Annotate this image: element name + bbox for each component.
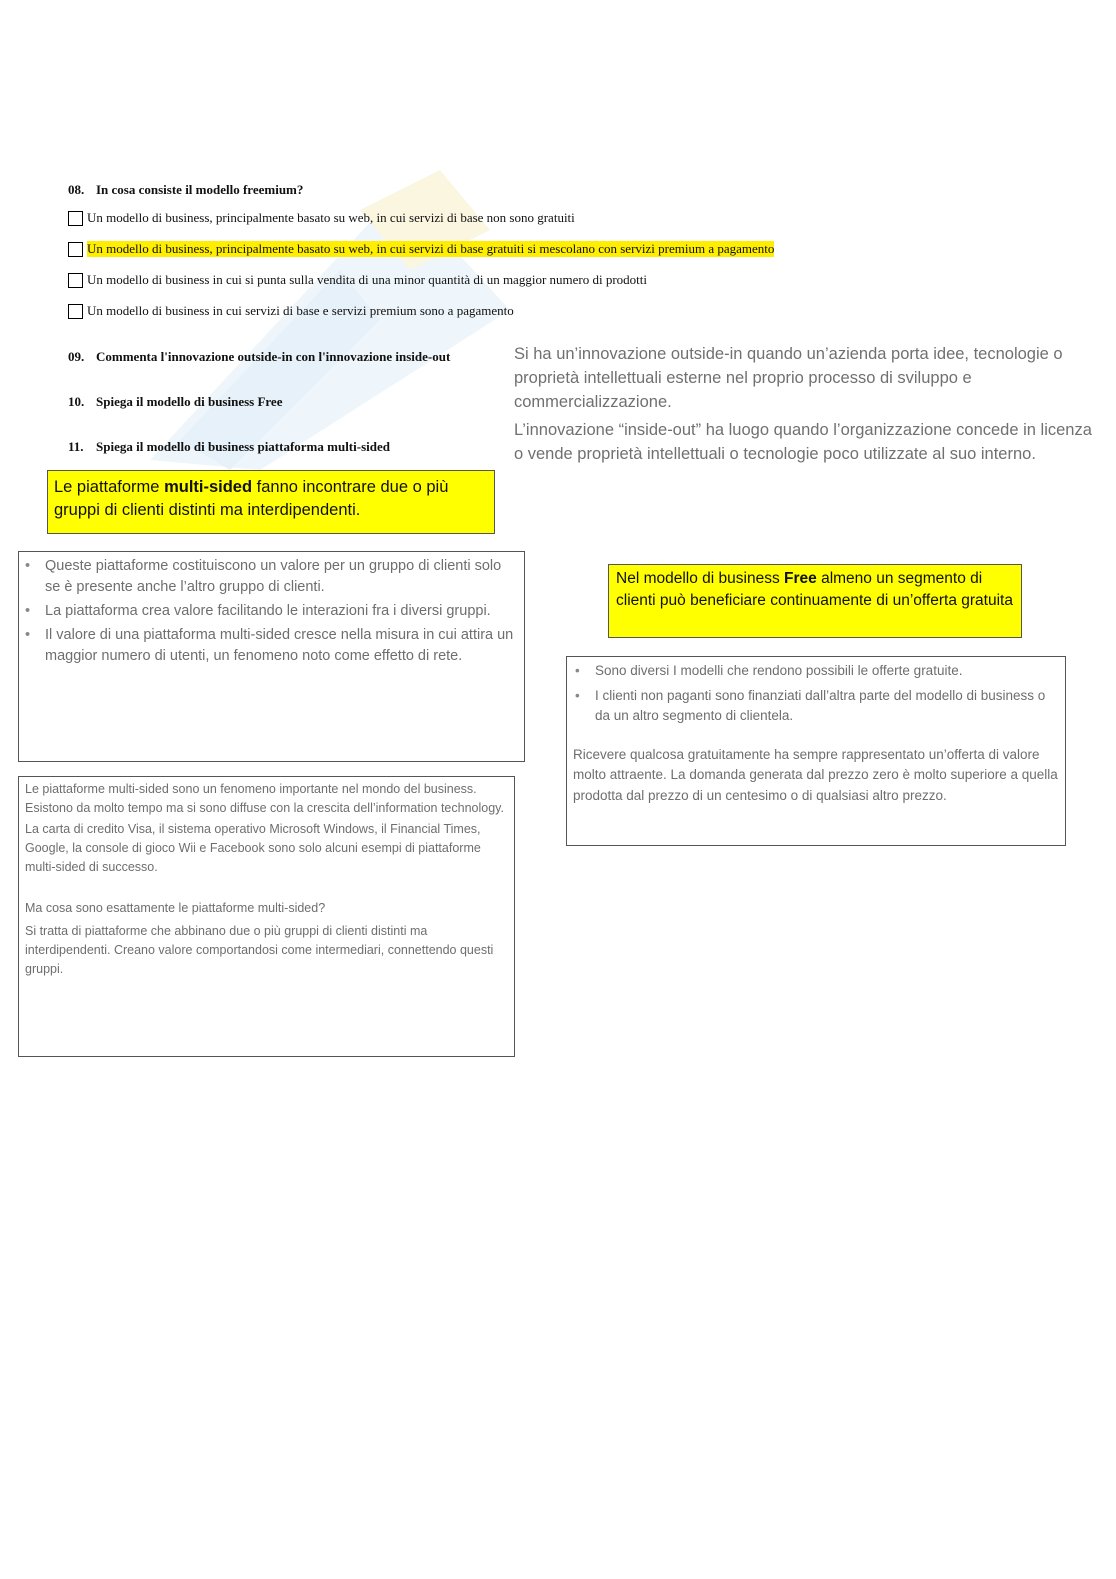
question-text: Spiega il modello di business piattaforma multi-sided — [96, 439, 390, 454]
multisided-detail-box — [18, 776, 515, 1057]
option-label: Un modello di business in cui si punta sulla vendita di una minor quantità di un maggior numero di prodotti — [87, 272, 648, 287]
multisided-bullets-box — [18, 551, 525, 762]
text-segment: Nel modello di business — [616, 570, 785, 587]
detail-paragraph: Ricevere qualcosa gratuitamente ha sempre rappresentato un’offerta di valore molto attraente. La domanda generata dal prezzo zero è molto superiore a quella prodotta dal prezzo di un centesimo o di qualsiasi altro prezzo. — [573, 746, 1058, 803]
option-1[interactable] — [68, 210, 575, 226]
question-11-heading — [68, 439, 390, 455]
free-definition-box — [608, 564, 1022, 638]
bold-term: Free — [784, 570, 817, 587]
question-text: In cosa consiste il modello freemium? — [96, 182, 304, 197]
question-number: 10. — [68, 394, 85, 409]
question-09-heading — [68, 349, 450, 365]
checkbox[interactable] — [68, 242, 83, 257]
bullet-item: • Il valore di una piattaforma multi-sided cresce nella misura in cui attira un maggior numero di utenti, un fenomeno noto come effetto di rete. — [21, 625, 518, 667]
question-10-heading — [68, 394, 282, 410]
bold-term: multi-sided — [164, 478, 253, 496]
option-label-highlighted: Un modello di business, principalmente basato su web, in cui servizi di base gratuiti si mescolano con servizi premium a pagamento — [87, 241, 775, 256]
detail-paragraph: Si tratta di piattaforme che abbinano due o più gruppi di clienti distinti ma interdipendenti. Creano valore comportandosi come intermediari, connettendo questi gruppi. — [25, 924, 494, 976]
detail-paragraph: Ma cosa sono esattamente le piattaforme multi-sided? — [25, 901, 326, 915]
question-text: Commenta l'innovazione outside-in con l'innovazione inside-out — [96, 349, 451, 364]
detail-paragraph: Le piattaforme multi-sided sono un fenomeno importante nel mondo del business. Esistono da molto tempo ma si sono diffuse con la crescita dell’information technology. — [25, 782, 504, 815]
option-label: Un modello di business in cui servizi di base e servizi premium sono a pagamento — [87, 303, 514, 318]
free-detail-box — [566, 656, 1066, 846]
bullet-item: • Sono diversi I modelli che rendono possibili le offerte gratuite. — [571, 661, 1059, 682]
checkbox[interactable] — [68, 304, 83, 319]
question-number: 09. — [68, 349, 85, 364]
bullet-item: • I clienti non paganti sono finanziati dall’altra parte del modello di business o da un altro segmento di clientela. — [571, 686, 1059, 727]
answer-paragraph: Si ha un’innovazione outside-in quando un’azienda porta idee, tecnologie o proprietà intellettuali esterne nel proprio processo di sviluppo e commercializzazione. — [514, 345, 1063, 411]
question-08-heading — [68, 182, 303, 198]
question-number: 08. — [68, 182, 85, 197]
checkbox[interactable] — [68, 211, 83, 226]
detail-paragraph: La carta di credito Visa, il sistema operativo Microsoft Windows, il Financial Times, Google, la console di gioco Wii e Facebook sono solo alcuni esempi di piattaforme multi-sided di successo. — [25, 822, 481, 874]
text-segment: fanno incontrare due o più gruppi di clienti distinti ma interdipendenti. — [54, 478, 449, 519]
text-segment: almeno un segmento di clienti può beneficiare continuamente di un’offerta gratuita — [616, 570, 1013, 609]
bullet-item: • Queste piattaforme costituiscono un valore per un gruppo di clienti solo se è presente anche l’altro gruppo di clienti. — [21, 556, 518, 598]
bullet-item: • La piattaforma crea valore facilitando le interazioni fra i diversi gruppi. — [21, 601, 518, 622]
option-3[interactable] — [68, 272, 647, 288]
question-text: Spiega il modello di business Free — [96, 394, 283, 409]
answer-outside-inside — [514, 342, 1092, 470]
answer-paragraph: L’innovazione “inside-out” ha luogo quando l’organizzazione concede in licenza o vende proprietà intellettuali o tecnologie poco utilizzate al suo interno. — [514, 421, 1092, 463]
multisided-definition-box — [47, 470, 495, 534]
question-number: 11. — [68, 439, 84, 454]
option-label: Un modello di business, principalmente basato su web, in cui servizi di base non sono gratuiti — [87, 210, 575, 225]
text-segment: Le piattaforme — [54, 478, 165, 496]
option-2[interactable] — [68, 241, 774, 257]
checkbox[interactable] — [68, 273, 83, 288]
option-4[interactable] — [68, 303, 514, 319]
